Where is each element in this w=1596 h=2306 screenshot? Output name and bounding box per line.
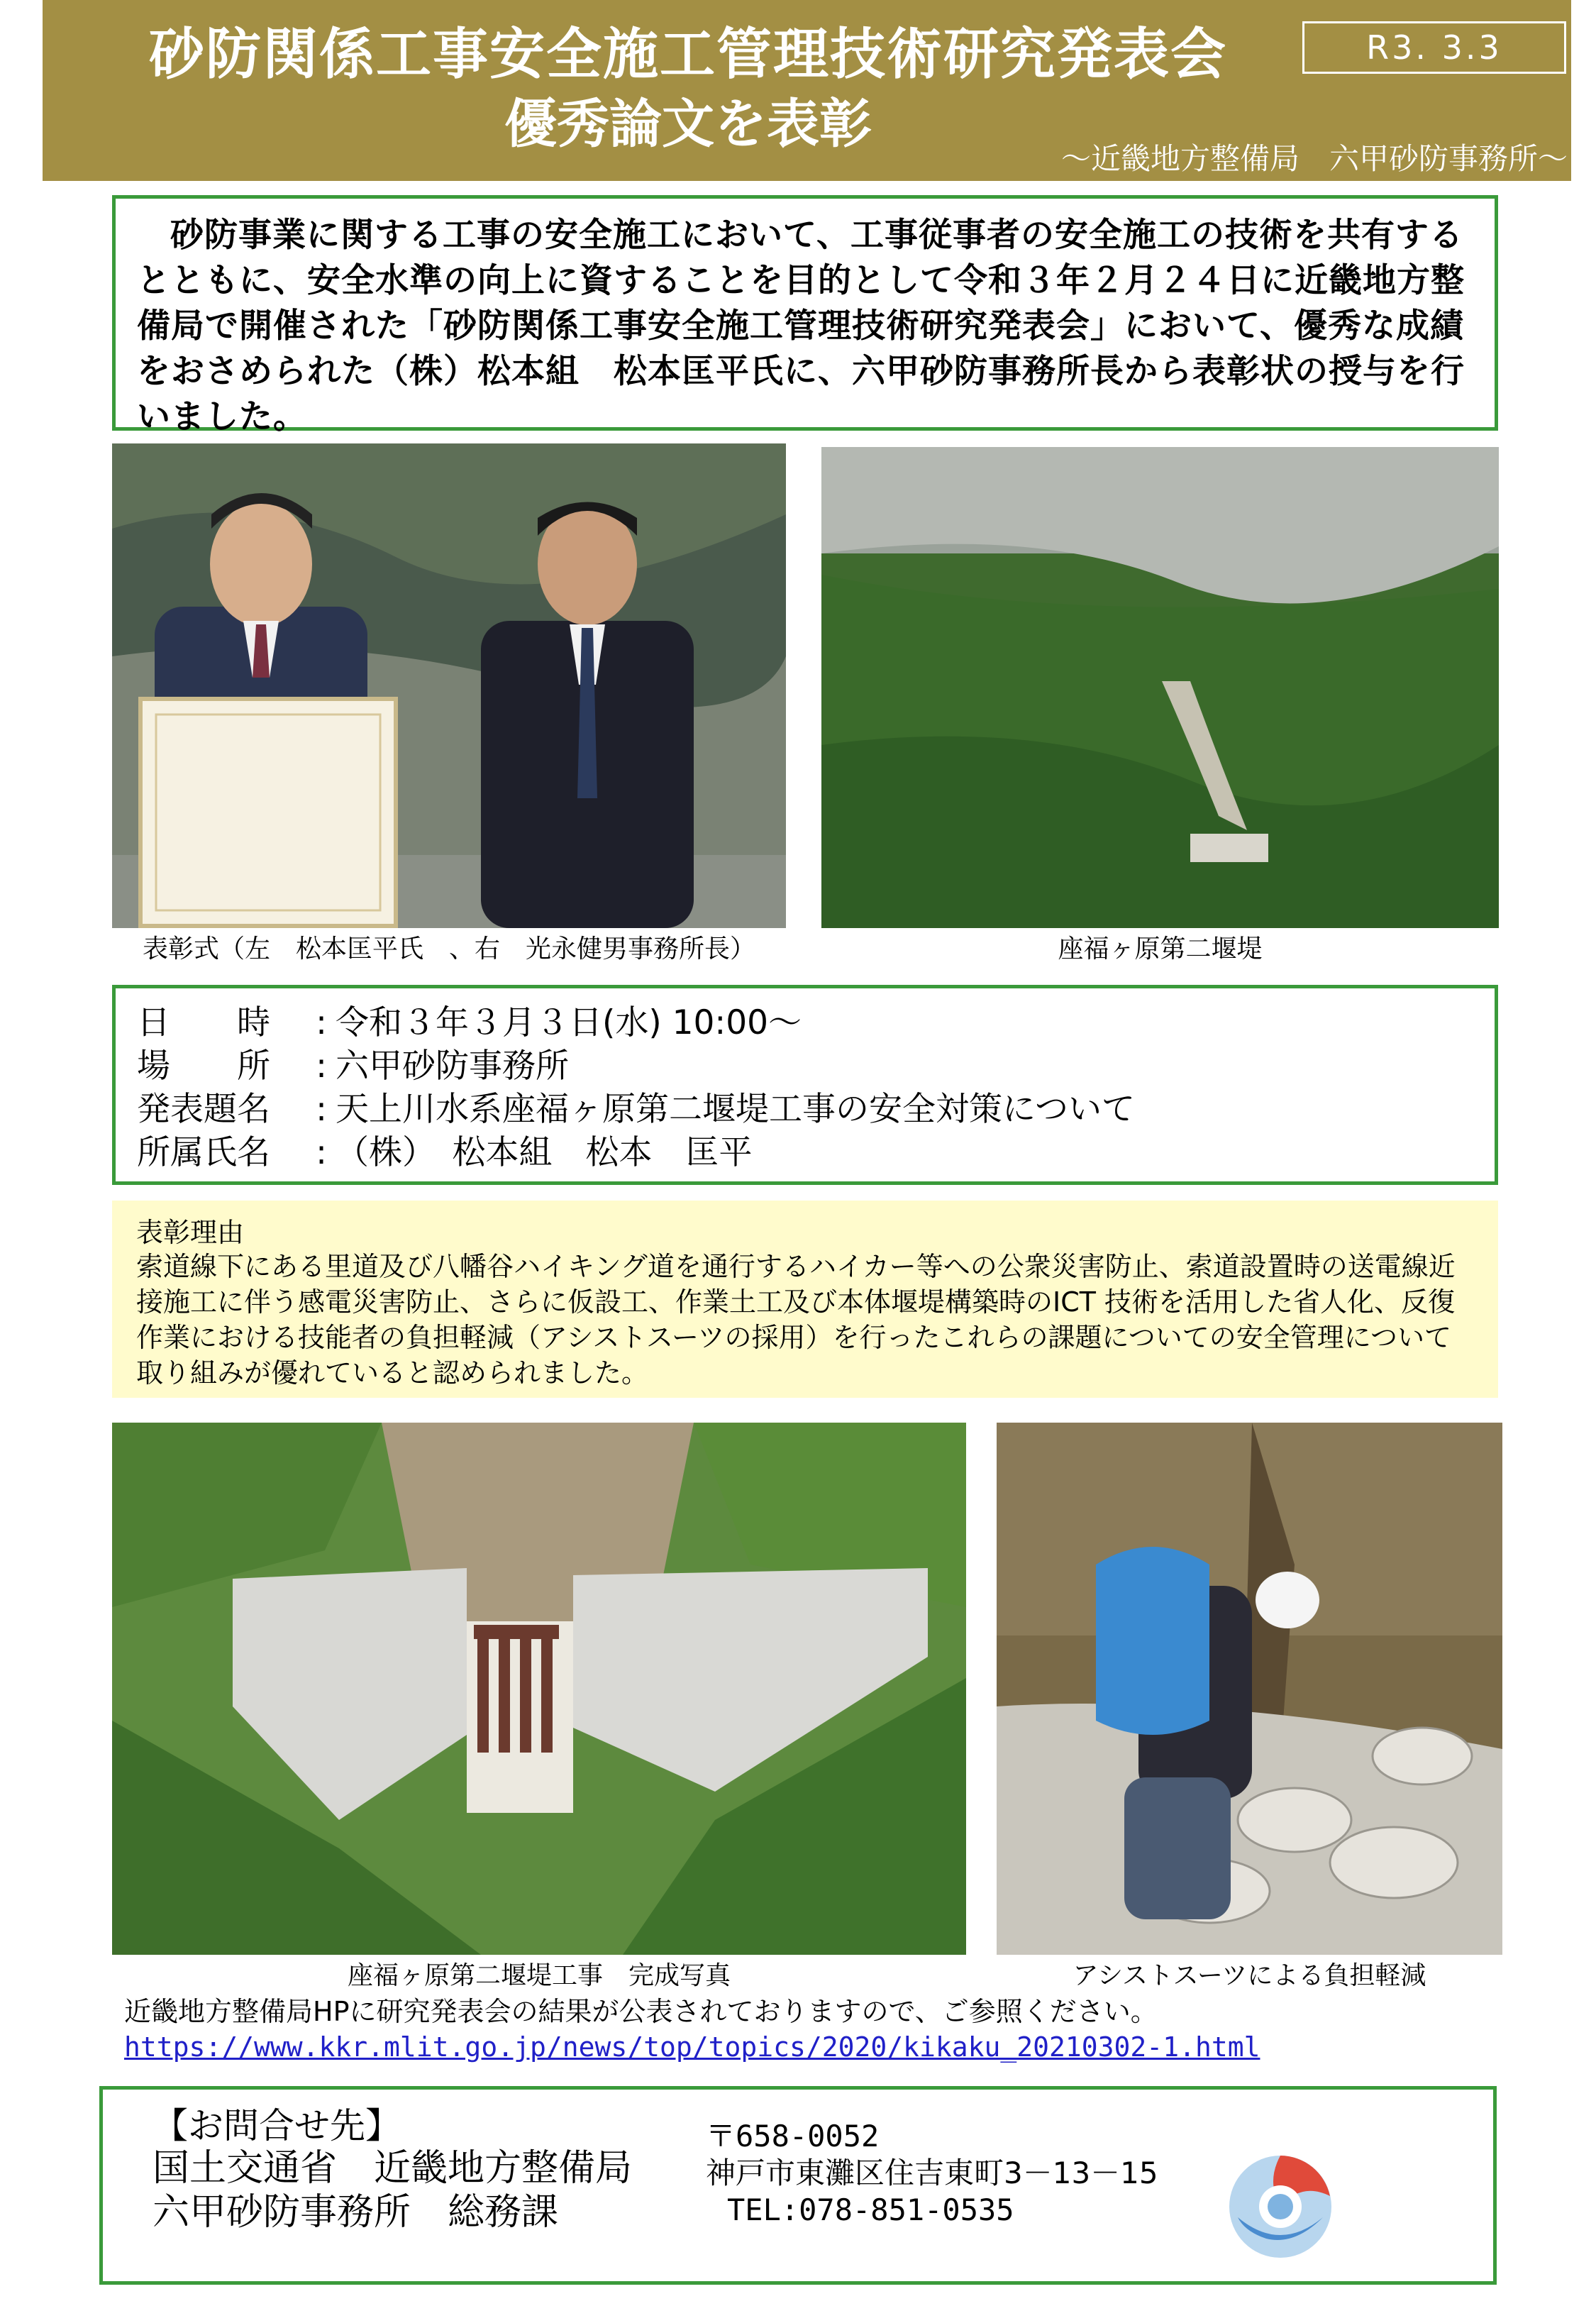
intro-text: 砂防事業に関する工事の安全施工において、工事従事者の安全施工の技術を共有するとともに、安全水準の向上に資することを目的として令和３年２月２４日に近畿地方整備局で開催された「砂防関係工事安全施工管理技術研究発表会」において、優秀な成績をおさめられた（株）松本組 松本匡平氏に、六甲砂防事務所長から表彰状の授与を行いました。 xyxy=(137,216,1465,436)
page-title: 砂防関係工事安全施工管理技術研究発表会 xyxy=(148,23,1227,87)
info-row-place xyxy=(137,1044,1473,1088)
info-label: 日 時 xyxy=(137,1003,270,1042)
info-colon: : xyxy=(316,1003,327,1042)
info-row-affiliation xyxy=(137,1131,1473,1174)
info-value: （株） 松本組 松本 匡平 xyxy=(336,1133,753,1172)
reason-title: 表彰理由 xyxy=(136,1217,245,1248)
contact-address: 神戸市東灘区住吉東町3－13－15 xyxy=(706,2156,1158,2190)
assist-suit-caption: アシストスーツによる負担軽減 xyxy=(1073,1961,1426,1990)
dam-photo-caption: 座福ヶ原第二堰堤 xyxy=(1058,934,1263,964)
page-subtitle-title: 優秀論文を表彰 xyxy=(504,94,872,155)
event-info-box xyxy=(112,985,1498,1185)
award-reason-box xyxy=(112,1201,1498,1398)
info-label: 場 所 xyxy=(137,1047,270,1086)
info-label: 発表題名 xyxy=(137,1090,270,1129)
reason-text: 索道線下にある里道及び八幡谷ハイキング道を通行するハイカー等への公衆災害防止、索道設置時の送電線近接施工に伴う感電災害防止、さらに仮設工、作業土工及び本体堰堤構築時のICT 技術を活用した省人化、反復作業における技能者の負担軽減（アシストスーツの採用）を行ったこれらの課題についての安全管理について取り組みが優れていると認められました。 xyxy=(136,1251,1456,1389)
info-value: 令和３年３月３日(水) 10:00～ xyxy=(336,1003,802,1042)
completed-dam-photo xyxy=(112,1423,966,1955)
results-link[interactable]: https://www.kkr.mlit.go.jp/news/top/topics/2020/kikaku_20210302-1.html xyxy=(124,2031,1260,2063)
contact-organization: 国土交通省 近畿地方整備局 xyxy=(153,2147,633,2190)
info-row-topic xyxy=(137,1088,1473,1131)
award-photo-caption: 表彰式（左 松本匡平氏 、右 光永健男事務所長） xyxy=(142,934,755,964)
office-subtitle: ～近畿地方整備局 六甲砂防事務所～ xyxy=(1060,141,1568,176)
results-note: 近畿地方整備局HPに研究発表会の結果が公表されておりますので、ご参照ください。 xyxy=(124,1996,1158,2027)
contact-phone: TEL:078-851-0535 xyxy=(727,2192,1014,2227)
contact-zip: 〒658-0052 xyxy=(706,2119,880,2153)
dam-aerial-photo xyxy=(821,447,1499,928)
assist-suit-photo xyxy=(997,1423,1502,1955)
info-colon: : xyxy=(316,1133,327,1172)
intro-box xyxy=(112,195,1498,436)
info-row-datetime xyxy=(137,1001,1473,1044)
contact-department: 六甲砂防事務所 総務課 xyxy=(153,2191,559,2234)
info-value: 六甲砂防事務所 xyxy=(336,1047,569,1086)
completed-dam-caption: 座福ヶ原第二堰堤工事 完成写真 xyxy=(347,1961,731,1990)
contact-title: 【お問合せ先】 xyxy=(153,2105,401,2146)
info-value: 天上川水系座福ヶ原第二堰堤工事の安全対策について xyxy=(336,1090,1136,1129)
mlit-logo-icon xyxy=(1224,2139,1337,2267)
info-colon: : xyxy=(316,1047,327,1086)
award-ceremony-photo xyxy=(112,443,786,928)
date-badge: R3. 3.3 xyxy=(1302,21,1566,74)
info-label: 所属氏名 xyxy=(137,1133,270,1172)
contact-box xyxy=(99,2086,1497,2285)
info-colon: : xyxy=(316,1090,327,1129)
